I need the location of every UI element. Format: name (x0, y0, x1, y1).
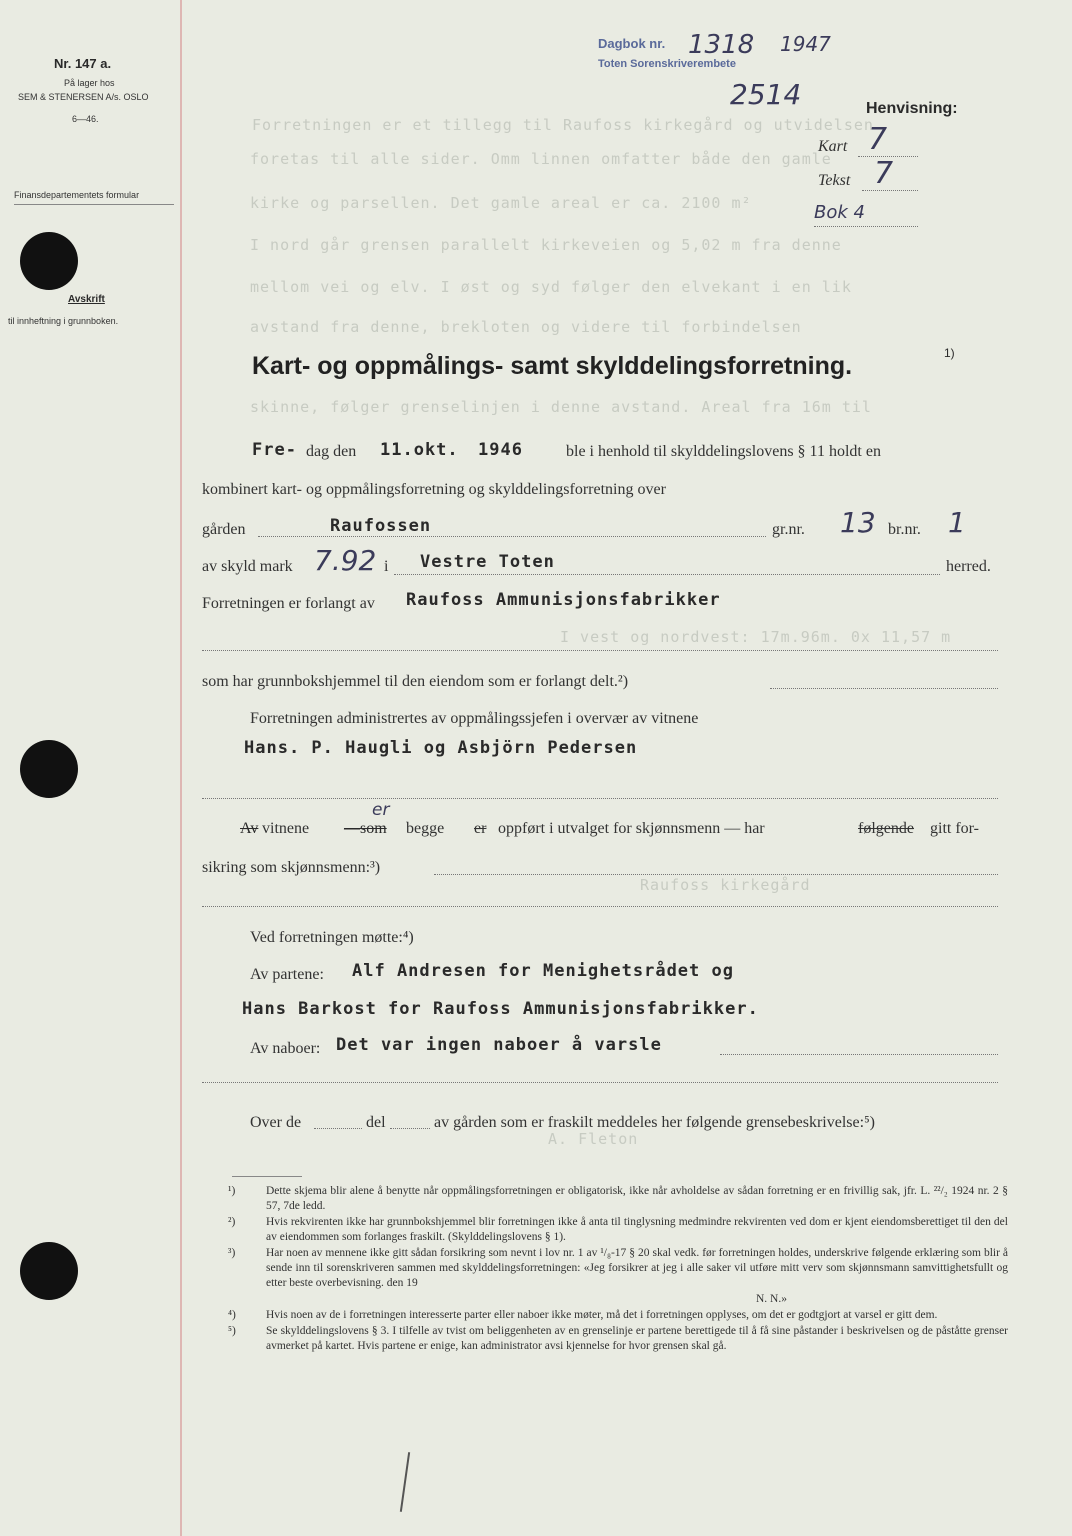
brnr-value: 1 (948, 506, 966, 539)
footnote-text: Hvis noen av de i forretningen interesserte parter eller naboer ikke møter, må det i forretningen opplyses, om det er godtgjort at varsel er gitt dem. (266, 1309, 938, 1321)
title-footnote-ref: 1) (944, 346, 955, 360)
court-stamp: Toten Sorenskriverembete (598, 58, 736, 70)
document-title: Kart- og oppmålings- samt skylddelingsforretning. (252, 352, 853, 380)
bleed-through-text: kirke og parsellen. Det gamle areal er ca. 2100 m² (250, 194, 752, 212)
punch-hole-icon (20, 232, 78, 290)
footnote-number: ⁴) (228, 1309, 236, 1321)
weekday-prefix: Fre- (252, 440, 297, 460)
er-insertion: er (372, 800, 390, 820)
divider (14, 204, 174, 205)
footnote-number: ⁵) (228, 1325, 236, 1337)
dag-den-label: dag den (306, 443, 357, 460)
line-7: Forretningen administrertes av oppmålingssjefen i overvær av vitnene (250, 710, 699, 727)
copy-sub: til innheftning i grunnboken. (8, 316, 119, 326)
line-6: som har grunnbokshjemmel til den eiendom som er forlangt delt.²) (202, 673, 629, 690)
margin-rule (180, 0, 182, 1536)
bleed-through-text: avstand fra denne, brekloten og videre til forbindelsen (250, 318, 802, 336)
pen-mark (400, 1452, 410, 1512)
struck-word: er (474, 820, 487, 837)
handwritten-number: 2514 (730, 78, 802, 111)
line-2: kombinert kart- og oppmålingsforretning og skylddelingsforretning over (202, 481, 666, 498)
blank-line (202, 798, 998, 799)
bleed-through-text: Forretningen er et tillegg til Raufoss kirkegård og utvidelsen (252, 116, 874, 134)
footnote-item (228, 1324, 1008, 1354)
bleed-through-text: Raufoss kirkegård (640, 876, 811, 894)
bleed-through-text: mellom vei og elv. I øst og syd følger den elvekant i en lik (250, 278, 852, 296)
line-9-mid: oppført i utvalget for skjønnsmenn — har (498, 820, 765, 837)
forlangt-label: Forretningen er forlangt av (202, 595, 375, 612)
tekst-value: 7 (874, 156, 894, 191)
i-label: i (384, 558, 389, 575)
reference-heading: Henvisning: (866, 100, 958, 117)
del-dots (390, 1128, 430, 1129)
year-value: 1946 (478, 440, 523, 460)
naboer-label: Av naboer: (250, 1040, 321, 1057)
footnote-text: Se skylddelingslovens § 3. I tilfelle av tvist om beliggenheten av en grenselinje er partene berettigede til å få sine påstander i beskrivelsen og de påståtte grenser avmerket på kartet. Hvis partene er enige, kan administrator avsi kjennelse for hvor grensen skal gå. (266, 1325, 1008, 1352)
bok-dots (814, 226, 918, 227)
footnote-number: ³) (228, 1247, 236, 1259)
skyld-label: av skyld mark (202, 558, 293, 575)
blank-line (202, 650, 998, 651)
blank-line (202, 906, 998, 907)
footnote-item (228, 1215, 1008, 1245)
herred-dots (394, 574, 940, 575)
over-de-label: Over de (250, 1114, 302, 1131)
struck-word: følgende (858, 820, 914, 837)
bleed-through-text: I vest og nordvest: 17m.96m. 0x 11,57 m (560, 628, 952, 646)
struck-word: —som (344, 820, 387, 837)
grense-label: av gården som er fraskilt meddeles her følgende grensebeskrivelse:⁵) (434, 1114, 875, 1131)
dagbok-stamp-label: Dagbok nr. (598, 36, 666, 51)
dagbok-year: 1947 (780, 32, 831, 56)
bleed-through-text: foretas til alle sider. Omm linnen omfatter både den gamle (250, 150, 832, 168)
grnr-value: 13 (840, 506, 876, 539)
kart-label: Kart (818, 138, 848, 155)
line-1-rest: ble i henhold til skylddelingslovens § 11 holdt en (566, 443, 881, 460)
footnote-number: ²) (228, 1216, 236, 1228)
line-10: sikring som skjønnsmenn:³) (202, 859, 381, 876)
footnote-rule (232, 1176, 302, 1177)
partene-label: Av partene: (250, 966, 324, 983)
footnote-number (228, 1292, 266, 1307)
footnote-text: Har noen av mennene ikke gitt sådan forsikring som nevnt i lov nr. 1 av ¹/₈-17 § 20 skal vedk. før forretningen holdes, underskrive følgende erklæring som blir å sende inn til sorenskriveren sammen med skylddelingsforretningen: «Jeg forsikrer at jeg i alle saker vil utføre mitt verv som skjønnsmann samvittighetsfullt og etter beste overbevisning. den 19 (266, 1247, 1008, 1289)
footnote-item (228, 1184, 1008, 1214)
form-number: Nr. 147 a. (54, 56, 112, 71)
over-de-dots (314, 1128, 362, 1129)
line-11: Ved forretningen møtte:⁴) (250, 929, 414, 946)
footnote-text: Dette skjema blir alene å benytte når oppmålingsforretningen er obligatorisk, ikke når avholdelse av sådan forretning er en frivillig sak, jfr. L. ²²/₂ 1924 nr. 2 § 57, 7de ledd. (266, 1185, 1008, 1212)
struck-word: Av (240, 820, 259, 837)
footnote-item (228, 1292, 1008, 1307)
begge-label: begge (406, 820, 445, 837)
copy-label: Avskrift (68, 294, 105, 305)
line-10-dots (434, 874, 998, 875)
garden-label: gården (202, 521, 246, 538)
footnote-text: N. N.» (756, 1293, 787, 1305)
footnote-item (228, 1308, 1008, 1323)
bleed-through-text: skinne, følger grenselinjen i denne avstand. Areal fra 16m til (250, 398, 872, 416)
farm-name: Raufossen (330, 516, 432, 536)
bok-value: Bok 4 (814, 202, 865, 223)
herred-label: herred. (946, 558, 991, 575)
footnote-number: ¹) (228, 1185, 236, 1197)
naboer-dots (720, 1054, 998, 1055)
footnote-text: Hvis rekvirenten ikke har grunnbokshjemmel blir forretningen ikke å anta til tinglysning medmindre rekvirenten ved dom er kjent eiendomsberettiget til den del av eiendommen som forlanges fraskilt. (Skylddelingslovens § 1). (266, 1216, 1008, 1243)
witnesses: Hans. P. Haugli og Asbjörn Pedersen (244, 738, 638, 758)
publisher-line-1: På lager hos (64, 78, 115, 88)
brnr-label: br.nr. (888, 521, 921, 538)
grnr-label: gr.nr. (772, 521, 805, 538)
del-label: del (366, 1114, 386, 1131)
punch-hole-icon (20, 1242, 78, 1300)
line-9-end: gitt for- (930, 820, 979, 837)
blank-line (202, 1082, 998, 1083)
punch-hole-icon (20, 740, 78, 798)
bleed-through-text: I nord går grensen parallelt kirkeveien og 5,02 m fra denne (250, 236, 842, 254)
footnotes (228, 1184, 1008, 1355)
dagbok-number: 1318 (688, 30, 755, 60)
forlangt-value: Raufoss Ammunisjonsfabrikker (406, 590, 721, 610)
partene-value: Alf Andresen for Menighetsrådet og (352, 961, 734, 981)
date-value: 11.okt. (380, 440, 459, 460)
ministry-label: Finansdepartementets formular (14, 190, 140, 200)
vitnene-label: vitnene (262, 820, 310, 837)
naboer-value: Det var ingen naboer å varsle (336, 1035, 662, 1055)
footnote-item (228, 1246, 1008, 1291)
herred-name: Vestre Toten (420, 552, 555, 572)
bleed-through-text: A. Fleton (548, 1130, 639, 1148)
garden-dots (258, 536, 766, 537)
publisher-line-2: SEM & STENERSEN A/s. OSLO (18, 92, 149, 102)
line-6-dots (770, 688, 998, 689)
tekst-label: Tekst (818, 172, 851, 189)
publisher-date: 6—46. (72, 114, 99, 124)
skyld-mark-value: 7.92 (314, 544, 377, 577)
kart-value: 7 (868, 122, 888, 157)
partene-value-2: Hans Barkost for Raufoss Ammunisjonsfabrikker. (242, 999, 759, 1019)
